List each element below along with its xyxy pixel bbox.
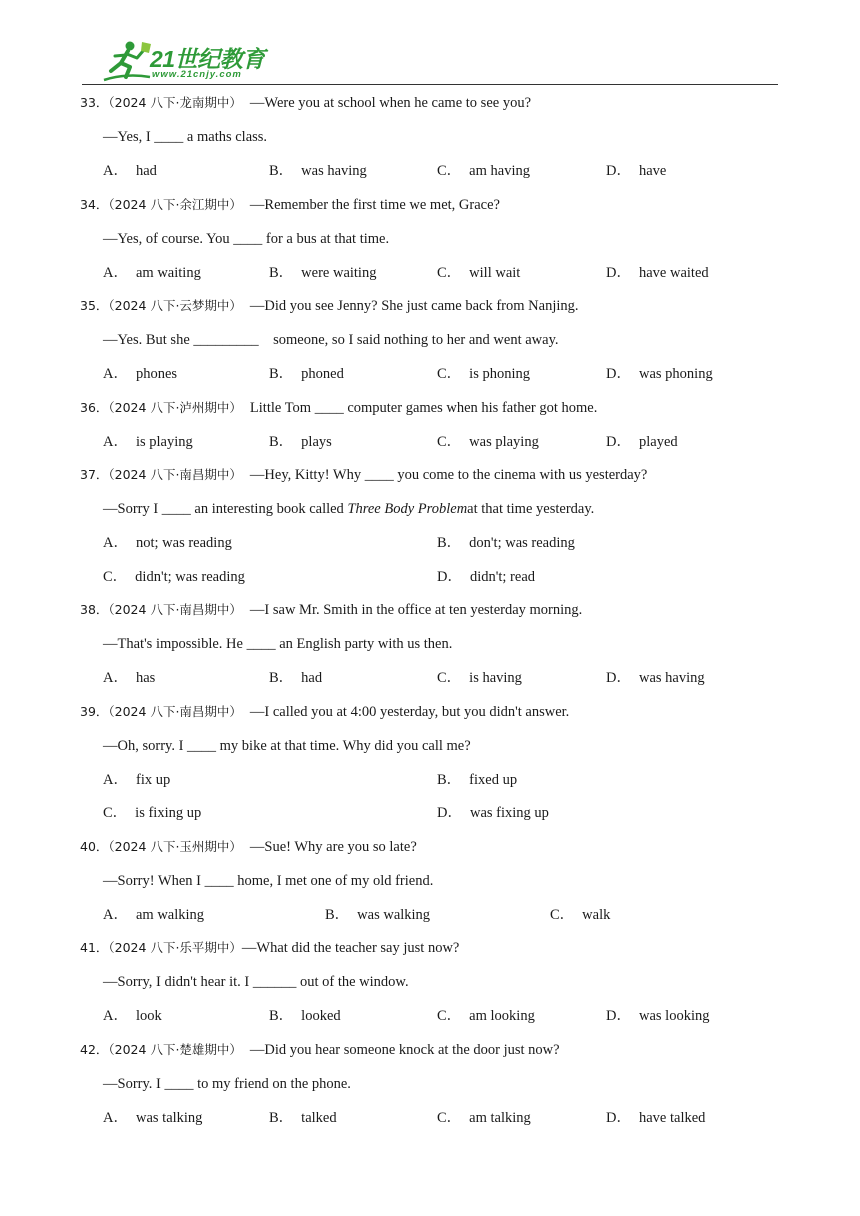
question-stem (80, 1040, 560, 1060)
option-a: A． look (103, 1008, 162, 1024)
option-d: D． have (606, 163, 667, 179)
question-stem (80, 702, 569, 722)
question-number: 35． (80, 298, 109, 313)
question-stem (80, 93, 531, 113)
question-reply: —Oh, sorry. I ____ my bike at that time. Why did you call me? (103, 738, 471, 754)
question-source: （2024 八下·南昌期中） (108, 467, 242, 482)
logo-url: www.21cnjy.com (152, 69, 242, 80)
question-source: （2024 八下·云梦期中） (108, 298, 242, 313)
option-b: B． was walking (325, 907, 431, 923)
option-d: D． was phoning (606, 366, 713, 382)
question-source: （2024 八下·乐平期中） (108, 940, 242, 955)
option-a: A． was talking (103, 1110, 203, 1126)
option-b: B． talked (269, 1110, 337, 1126)
option-c: C． am talking (437, 1110, 531, 1126)
option-b: B． don't; was reading (437, 535, 575, 551)
option-d: D． didn't; read (437, 569, 536, 585)
question-stem (80, 600, 582, 620)
option-a: A． has (103, 670, 156, 686)
option-b: B． had (269, 670, 323, 686)
logo-wordmark: 21世纪教育 (150, 46, 265, 72)
option-c: C． is having (437, 670, 522, 686)
option-c: C． will wait (437, 265, 521, 281)
question-stem (80, 837, 417, 857)
question-number: 39． (80, 704, 109, 719)
question-reply: —Sorry I ____ an interesting book called Three Body Problemat that time yesterday. (103, 501, 595, 517)
question-text: —Did you see Jenny? She just came back from Nanjing. (249, 298, 579, 314)
question-text: —Sue! Why are you so late? (249, 839, 417, 855)
question-source: （2024 八下·南昌期中） (108, 602, 242, 617)
question-number: 40． (80, 839, 109, 854)
book-title: Three Body Problem (347, 501, 468, 517)
question-reply: —Yes. But she _________ someone, so I said nothing to her and went away. (103, 332, 559, 348)
question-number: 33． (80, 95, 109, 110)
option-d: D． have waited (606, 265, 709, 281)
option-a: A． am waiting (103, 265, 201, 281)
question-reply: —Sorry, I didn't hear it. I ______ out of the window. (103, 974, 409, 990)
option-c: C． walk (550, 907, 611, 923)
question-number: 42． (80, 1042, 109, 1057)
question-text: —Did you hear someone knock at the door just now? (249, 1042, 560, 1058)
question-source: （2024 八下·玉州期中） (108, 839, 242, 854)
option-b: B． plays (269, 434, 332, 450)
option-b: B． phoned (269, 366, 344, 382)
option-d: D． played (606, 434, 678, 450)
option-d: D． was fixing up (437, 805, 549, 821)
question-reply: —That's impossible. He ____ an English party with us then. (103, 636, 453, 652)
question-number: 36． (80, 400, 109, 415)
question-text: Little Tom ____ computer games when his father got home. (249, 400, 598, 416)
question-text: —Hey, Kitty! Why ____ you come to the cinema with us yesterday? (249, 467, 648, 483)
question-reply: —Sorry! When I ____ home, I met one of my old friend. (103, 873, 434, 889)
question-stem (80, 195, 500, 215)
question-text: —Remember the first time we met, Grace? (249, 197, 500, 213)
question-number: 38． (80, 602, 109, 617)
question-source: （2024 八下·楚雄期中） (108, 1042, 242, 1057)
question-source: （2024 八下·余江期中） (108, 197, 242, 212)
question-text: —I called you at 4:00 yesterday, but you didn't answer. (249, 704, 570, 720)
question-stem (80, 465, 647, 485)
option-c: C． am having (437, 163, 530, 179)
question-number: 37． (80, 467, 109, 482)
question-source: （2024 八下·泸州期中） (108, 400, 242, 415)
option-b: B． fixed up (437, 772, 518, 788)
question-source: （2024 八下·南昌期中） (108, 704, 242, 719)
option-b: B． were waiting (269, 265, 377, 281)
question-stem (80, 398, 597, 418)
option-a: A． is playing (103, 434, 193, 450)
question-number: 41． (80, 940, 109, 955)
option-c: C． didn't; was reading (103, 569, 245, 585)
option-a: A． fix up (103, 772, 171, 788)
option-b: B． looked (269, 1008, 341, 1024)
question-reply: —Yes, of course. You ____ for a bus at that time. (103, 231, 390, 247)
option-c: C． is phoning (437, 366, 530, 382)
question-text: —What did the teacher say just now? (241, 940, 460, 956)
option-a: A． had (103, 163, 157, 179)
question-source: （2024 八下·龙南期中） (108, 95, 242, 110)
option-c: C． is fixing up (103, 805, 202, 821)
question-stem (80, 296, 579, 316)
question-reply: —Yes, I ____ a maths class. (103, 129, 268, 145)
option-d: D． have talked (606, 1110, 706, 1126)
question-reply: —Sorry. I ____ to my friend on the phone. (103, 1076, 351, 1092)
option-c: C． was playing (437, 434, 539, 450)
question-text: —Were you at school when he came to see you? (249, 95, 532, 111)
option-a: A． not; was reading (103, 535, 232, 551)
question-stem (80, 938, 459, 958)
question-text: —I saw Mr. Smith in the office at ten yesterday morning. (249, 602, 583, 618)
question-number: 34． (80, 197, 109, 212)
option-a: A． phones (103, 366, 178, 382)
option-d: D． was having (606, 670, 705, 686)
option-b: B． was having (269, 163, 367, 179)
option-a: A． am walking (103, 907, 205, 923)
option-c: C． am looking (437, 1008, 535, 1024)
option-d: D． was looking (606, 1008, 710, 1024)
